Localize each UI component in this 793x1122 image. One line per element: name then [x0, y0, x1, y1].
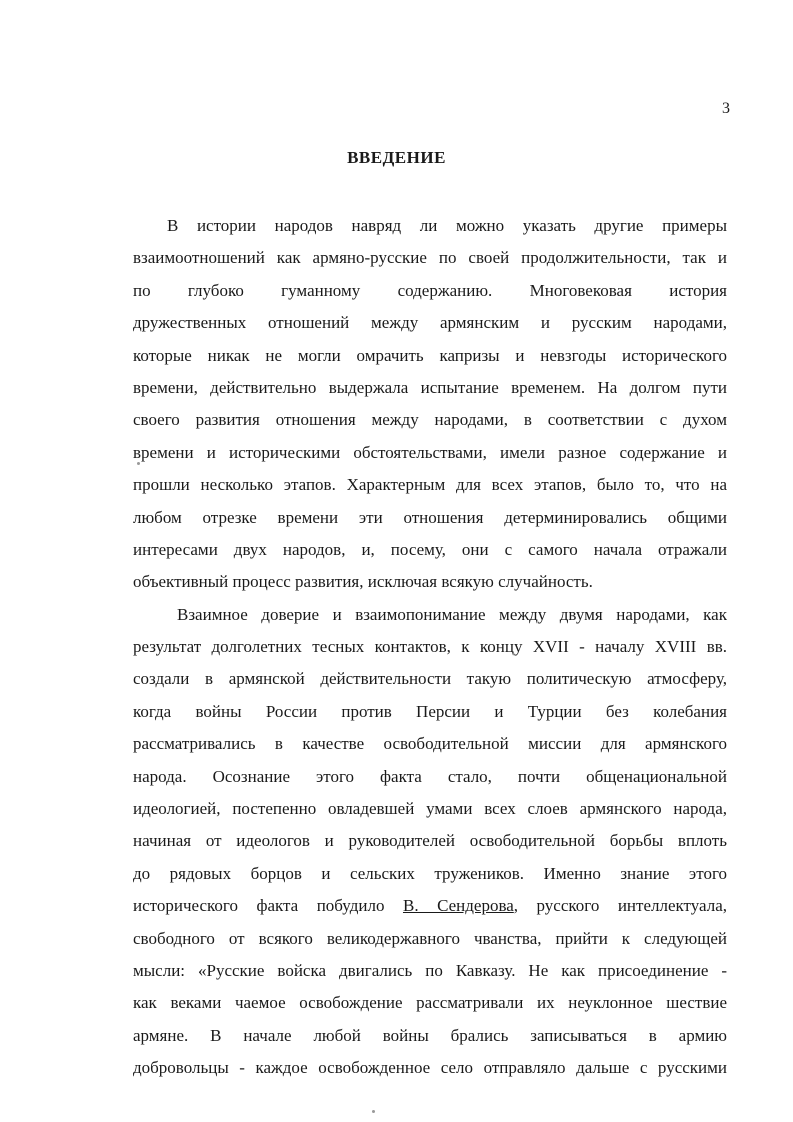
text-line: рассматривались в качестве освободительной миссии для армянского — [133, 734, 727, 754]
body-text — [133, 210, 727, 1085]
text-line: времени, действительно выдержала испытание временем. На долгом пути — [133, 377, 727, 397]
scan-speck — [137, 462, 140, 465]
text-line: объективный процесс развития, исключая всякую случайность. — [133, 572, 593, 592]
text-line: до рядовых борцов и сельских тружеников. Именно знание этого — [133, 863, 727, 883]
text-line: своего развития отношения между народами, в соответствии с духом — [133, 410, 727, 430]
author-name: В. Сендерова — [402, 896, 514, 916]
text-line: идеологией, постепенно овладевшей умами всех слоев армянского народа, — [133, 799, 727, 819]
text-line: как веками чаемое освобождение рассматривали их неуклонное шествие — [133, 993, 727, 1013]
text-line: взаимоотношений как армяно-русские по своей продолжительности, так и — [133, 248, 727, 268]
text-line: прошли несколько этапов. Характерным для всех этапов, было то, что на — [133, 475, 727, 495]
text-line: армяне. В начале любой войны брались записываться в армию — [133, 1025, 727, 1045]
text-line: по глубоко гуманному содержанию. Многовековая история — [133, 280, 727, 300]
text-line: мысли: «Русские войска двигались по Кавказу. Не как присоединение - — [133, 960, 727, 980]
text-line: результат долголетних тесных контактов, к концу XVII - началу XVIII вв. — [133, 637, 727, 657]
scan-speck — [372, 1110, 375, 1113]
page-number: 3 — [722, 100, 730, 117]
text-line: времени и историческими обстоятельствами, имели разное содержание и — [133, 442, 727, 462]
text-line: начиная от идеологов и руководителей освободительной борьбы вплоть — [133, 831, 727, 851]
text-line: Взаимное доверие и взаимопонимание между двумя народами, как — [177, 604, 727, 624]
text-line: интересами двух народов, и, посему, они с самого начала отражали — [133, 539, 727, 559]
line-text-before: исторического факта побудило — [133, 896, 385, 916]
text-line: добровольцы - каждое освобожденное село отправляло дальше с русскими — [133, 1058, 727, 1078]
text-line: дружественных отношений между армянским и русским народами, — [133, 313, 727, 333]
text-line: любом отрезке времени эти отношения детерминировались общими — [133, 507, 727, 527]
text-line: когда войны России против Персии и Турции без колебания — [133, 701, 727, 721]
text-line: которые никак не могли омрачить капризы и невзгоды исторического — [133, 345, 727, 365]
text-line: свободного от всякого великодержавного чванства, прийти к следующей — [133, 928, 727, 948]
text-line: народа. Осознание этого факта стало, почти общенациональной — [133, 766, 727, 786]
line-text-after: , русского интеллектуала, — [513, 896, 728, 916]
text-line: В истории народов навряд ли можно указать другие примеры — [167, 216, 727, 235]
section-heading: ВВЕДЕНИЕ — [347, 148, 446, 167]
text-line: создали в армянской действительности такую политическую атмосферу, — [133, 669, 727, 689]
text-line-with-citation — [133, 890, 727, 922]
